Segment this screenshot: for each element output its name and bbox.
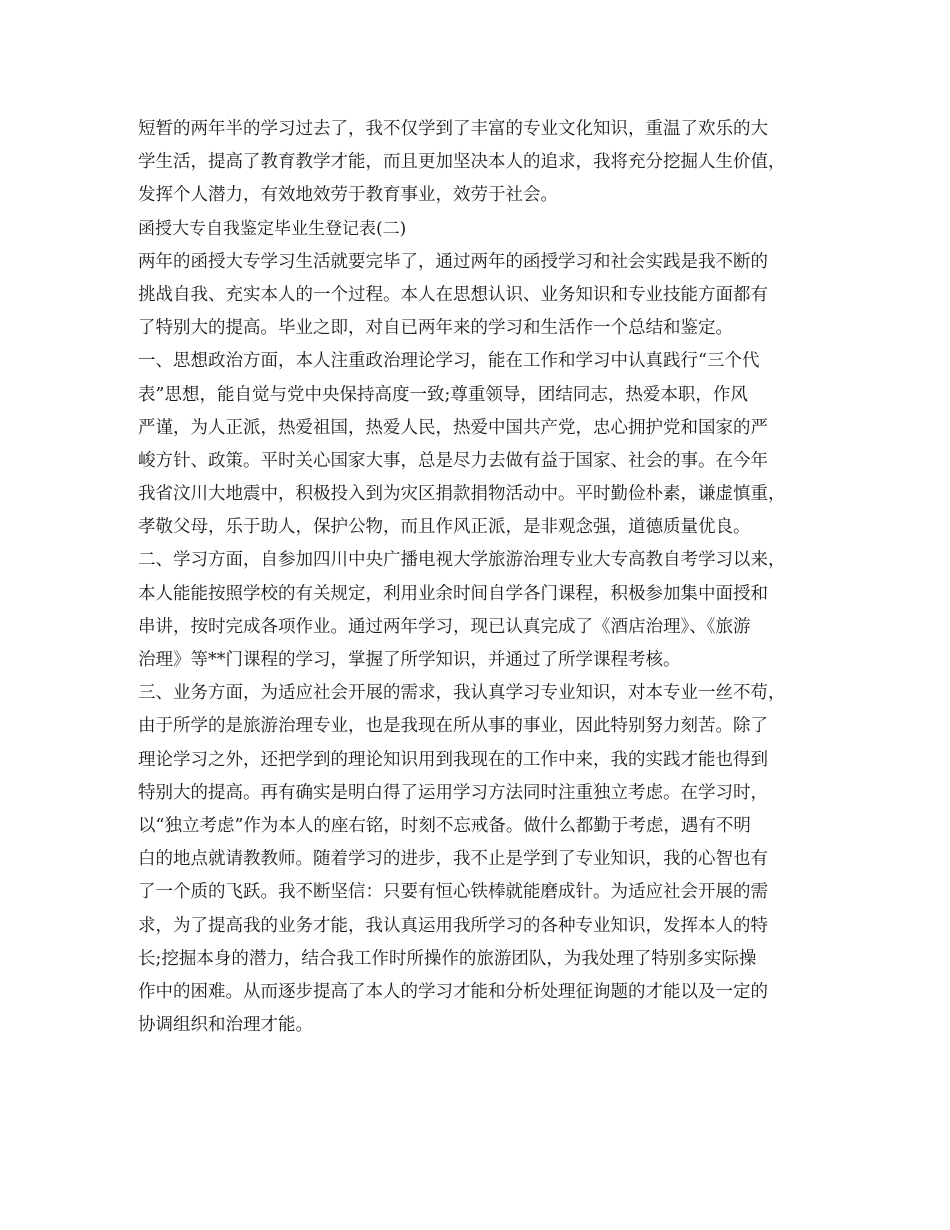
body-line: 长;挖掘本身的潜力，结合我工作时所操作的旅游团队，为我处理了特别多实际操: [138, 948, 757, 969]
body-line: 协调组织和治理才能。: [138, 1015, 313, 1036]
body-line: 挑战自我、充实本人的一个过程。本人在思想认识、业务知识和专业技能方面都有: [138, 284, 768, 305]
body-line: 发挥个人潜力，有效地效劳于教育事业，效劳于社会。: [138, 185, 558, 206]
body-line: 白的地点就请教教师。随着学习的进步，我不止是学到了专业知识，我的心智也有: [138, 849, 768, 870]
document-body: [138, 113, 828, 1042]
body-line: 了一个质的飞跃。我不断坚信：只要有恒心铁棒就能磨成针。为适应社会开展的需: [138, 882, 768, 903]
section-title: 函授大专自我鉴定毕业生登记表(二): [138, 218, 407, 239]
body-line: 学生活，提高了教育教学才能，而且更加坚决本人的追求，我将充分挖掘人生价值，: [138, 152, 786, 173]
body-line: 以“独立考虑”作为本人的座右铭，时刻不忘戒备。做什么都勤于考虑，遇有不明: [138, 815, 751, 836]
body-line: 两年的函授大专学习生活就要完毕了，通过两年的函授学习和社会实践是我不断的: [138, 251, 768, 272]
body-line: 理论学习之外，还把学到的理论知识用到我现在的工作中来，我的实践才能也得到: [138, 749, 768, 770]
body-line: 二、学习方面，自参加四川中央广播电视大学旅游治理专业大专高教自考学习以来，: [138, 550, 786, 571]
body-line: 三、业务方面，为适应社会开展的需求，我认真学习专业知识，对本专业一丝不苟，: [138, 683, 786, 704]
body-line: 本人能能按照学校的有关规定，利用业余时间自学各门课程，积极参加集中面授和: [138, 583, 768, 604]
body-line: 串讲，按时完成各项作业。通过两年学习，现已认真完成了《酒店治理》、《旅游: [138, 616, 751, 637]
body-line: 我省汶川大地震中，积极投入到为灾区捐款捐物活动中。平时勤俭朴素，谦虚慎重，: [138, 484, 786, 505]
body-line: 峻方针、政策。平时关心国家大事，总是尽力去做有益于国家、社会的事。在今年: [138, 450, 768, 471]
body-line: 表”思想，能自觉与党中央保持高度一致;尊重领导，团结同志，热爱本职，作风: [138, 384, 748, 405]
body-line: 特别大的提高。再有确实是明白得了运用学习方法同时注重独立考虑。在学习时，: [138, 782, 768, 803]
body-line: 由于所学的是旅游治理专业，也是我现在所从事的事业，因此特别努力刻苦。除了: [138, 716, 768, 737]
body-line: 短暂的两年半的学习过去了，我不仅学到了丰富的专业文化知识，重温了欢乐的大: [138, 119, 768, 139]
body-line: 严谨，为人正派，热爱祖国，热爱人民，热爱中国共产党，忠心拥护党和国家的严: [138, 417, 768, 438]
body-line: 求，为了提高我的业务才能，我认真运用我所学习的各种专业知识，发挥本人的特: [138, 915, 768, 936]
body-line: 孝敬父母，乐于助人，保护公物，而且作风正派，是非观念强，道德质量优良。: [138, 517, 751, 538]
body-line: 作中的困难。从而逐步提高了本人的学习才能和分析处理征询题的才能以及一定的: [138, 981, 768, 1002]
body-line: 一、思想政治方面，本人注重政治理论学习，能在工作和学习中认真践行“三个代: [138, 351, 760, 372]
body-line: 了特别大的提高。毕业之即，对自已两年来的学习和生活作一个总结和鉴定。: [138, 318, 733, 339]
body-line: 治理》等**门课程的学习，掌握了所学知识，并通过了所学课程考核。: [138, 650, 681, 670]
